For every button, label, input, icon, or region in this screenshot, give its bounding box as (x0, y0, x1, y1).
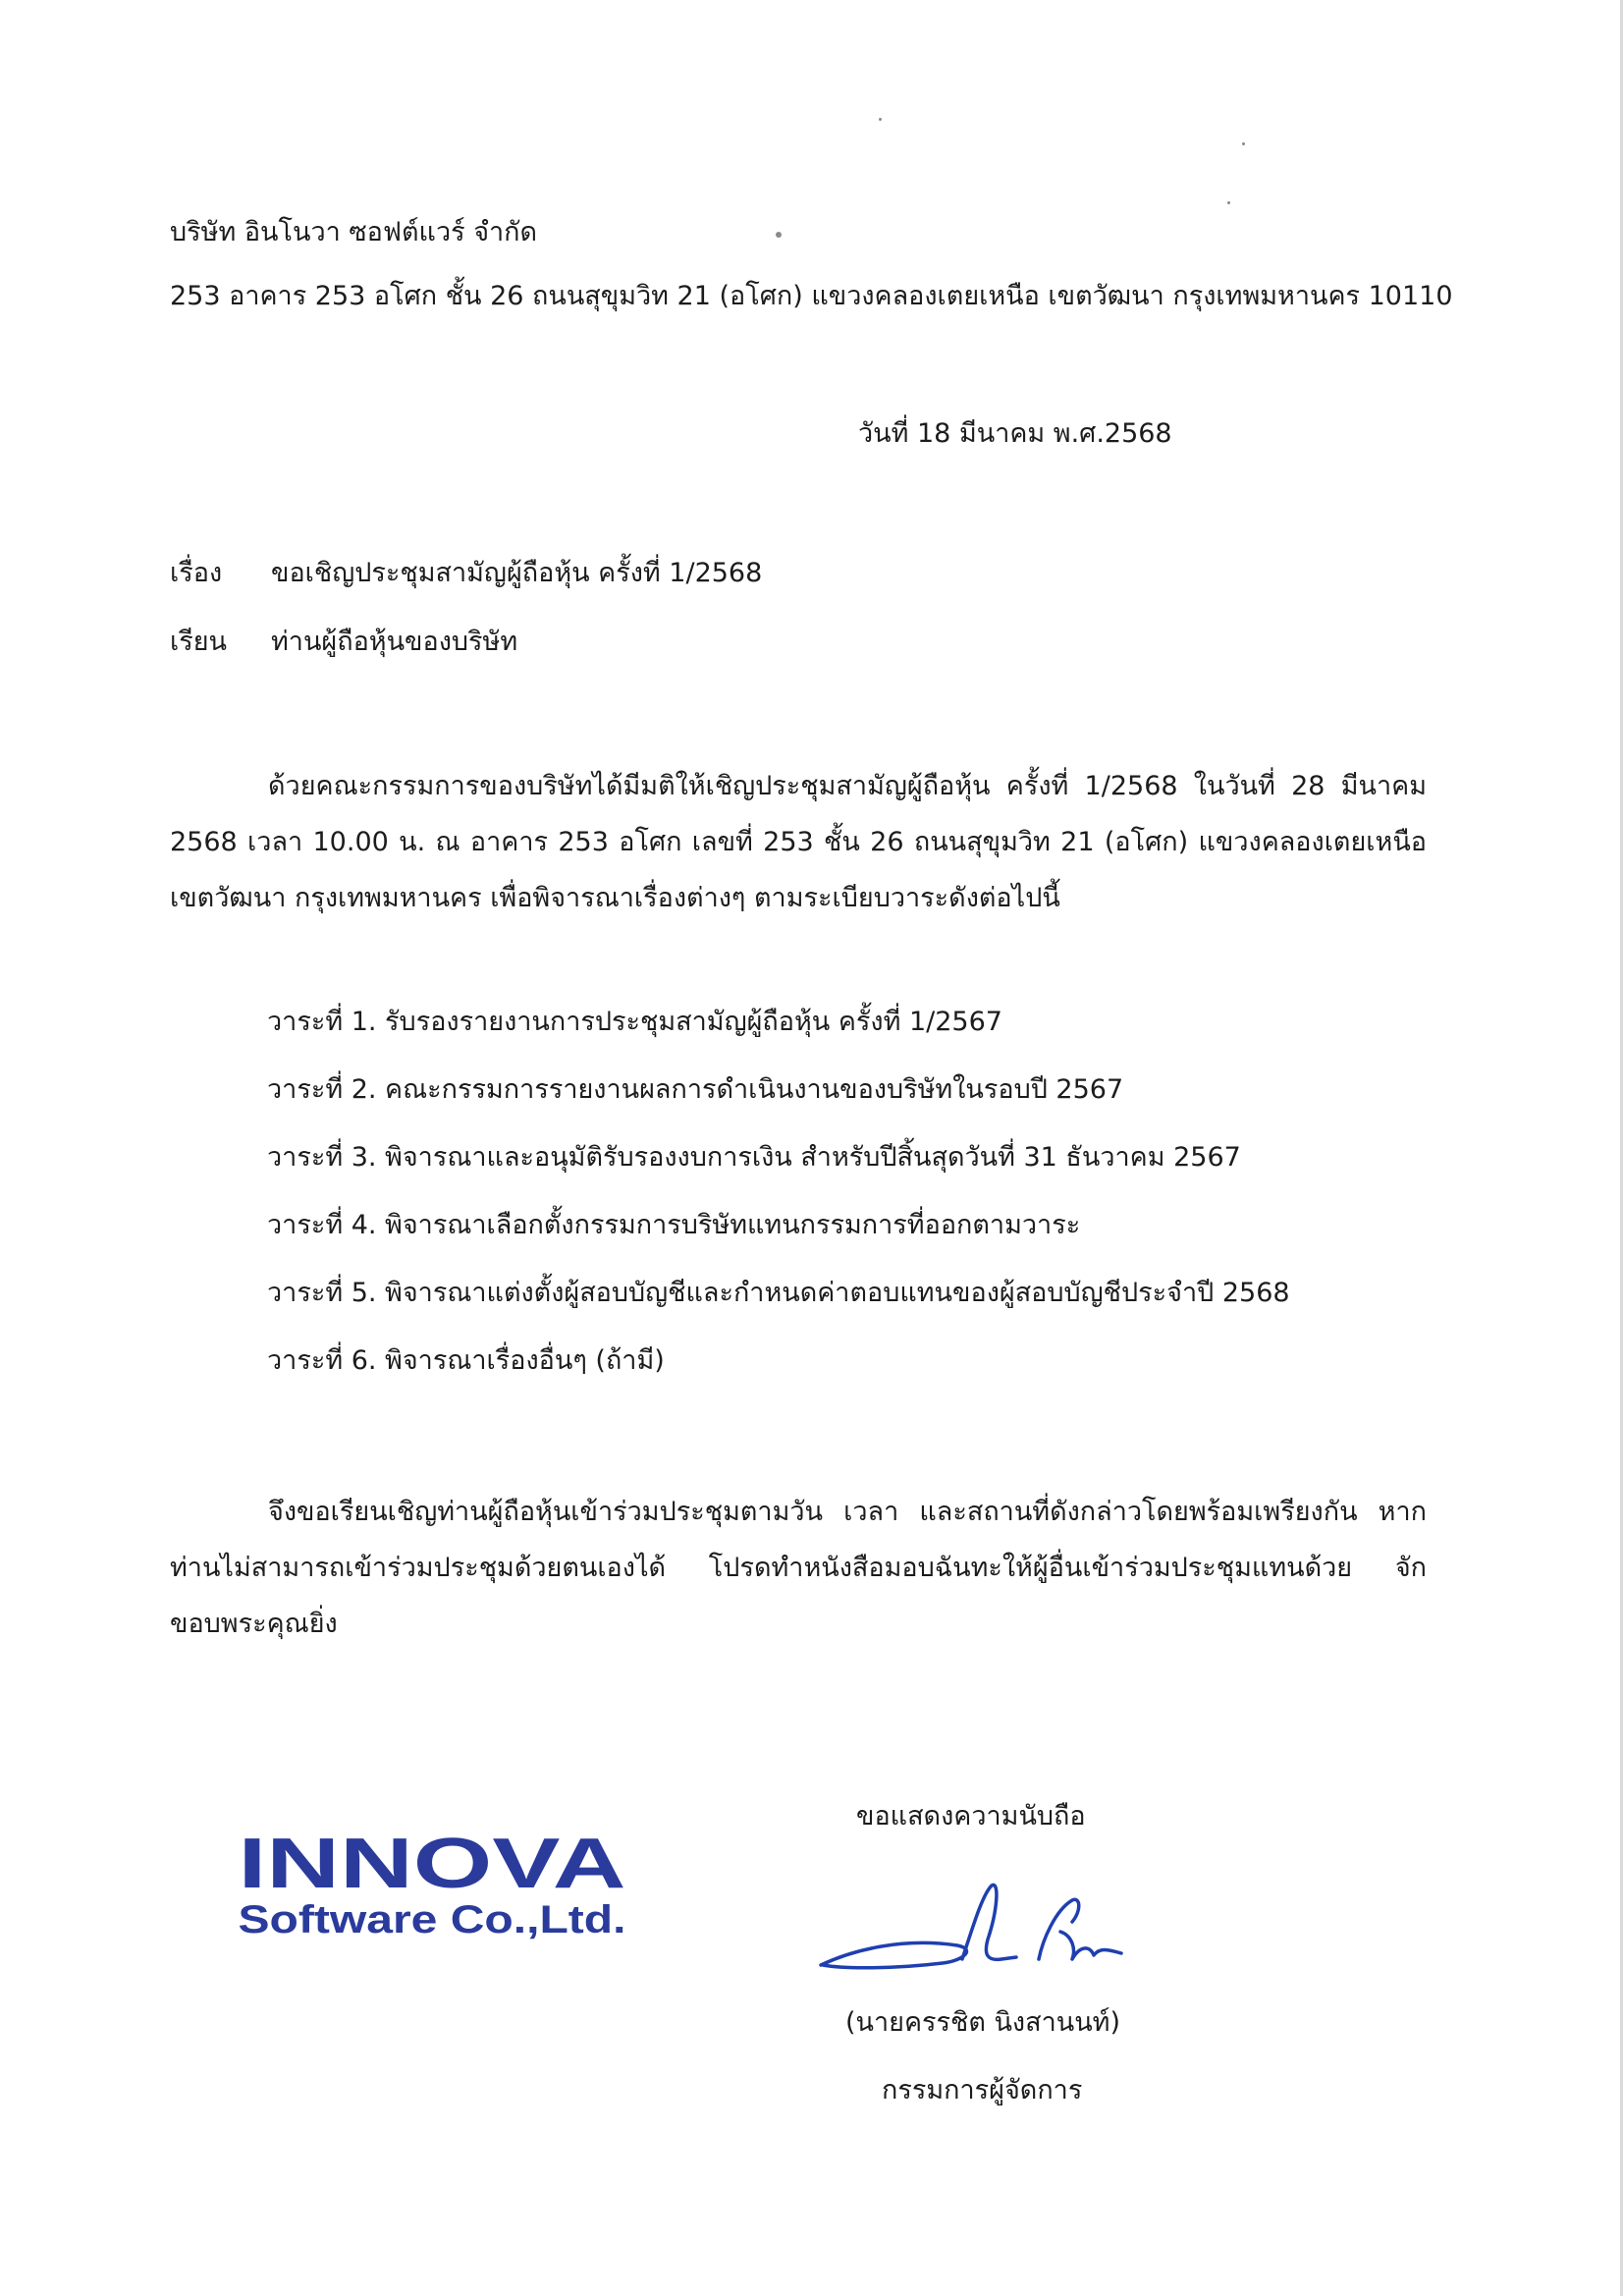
signer-title: กรรมการผู้จัดการ (882, 2075, 1083, 2105)
company-address: 253 อาคาร 253 อโศก ชั้น 26 ถนนสุขุมวิท 21 (อโศก) แขวงคลองเตยเหนือ เขตวัฒนา กรุงเทพมหานคร 10110 (170, 281, 1453, 311)
salutation-label: เรียน (170, 627, 228, 657)
salutation-text: ท่านผู้ถือหุ้นของบริษัท (271, 627, 518, 657)
agenda-item: วาระที่ 5. พิจารณาแต่งตั้งผู้สอบบัญชีและกำหนดค่าตอบแทนของผู้สอบบัญชีประจำปี 2568 (267, 1278, 1290, 1308)
agenda-item: วาระที่ 6. พิจารณาเรื่องอื่นๆ (ถ้ามี) (267, 1345, 665, 1376)
scan-speck (776, 232, 782, 238)
closing-regards: ขอแสดงความนับถือ (856, 1801, 1086, 1831)
intro-paragraph: ด้วยคณะกรรมการของบริษัทได้มีมติให้เชิญประชุมสามัญผู้ถือหุ้น ครั้งที่ 1/2568 ในวันที่ 28 มีนาคม 2568 เวลา 10.00 น. ณ อาคาร 253 อโศก เลขที่ 253 ชั้น 26 ถนนสุขุมวิท 21 (อโศก) แขวงคลองเตยเหนือ เขตวัฒนา กรุงเทพมหานคร เพื่อพิจารณาเรื่องต่างๆ ตามระเบียบวาระดังต่อไปนี้ (170, 771, 1427, 913)
subject-label: เรื่อง (170, 558, 223, 588)
agenda-item: วาระที่ 1. รับรองรายงานการประชุมสามัญผู้ถือหุ้น ครั้งที่ 1/2567 (267, 1007, 1002, 1037)
closing-paragraph: จึงขอเรียนเชิญท่านผู้ถือหุ้นเข้าร่วมประชุมตามวัน เวลา และสถานที่ดังกล่าวโดยพร้อมเพรียงกัน หากท่านไม่สามารถเข้าร่วมประชุมด้วยตนเองได้ โปรดทำหนังสือมอบฉันทะให้ผู้อื่นเข้าร่วมประชุมแทนด้วย จักขอบพระคุณยิ่ง (170, 1497, 1427, 1639)
subject-row (170, 557, 762, 590)
signature (815, 1871, 1129, 1979)
scan-speck (879, 118, 882, 121)
logo-subtitle: Software Co.,Ltd. (238, 1898, 626, 1941)
salutation-row (170, 626, 517, 659)
subject-text: ขอเชิญประชุมสามัญผู้ถือหุ้น ครั้งที่ 1/2568 (271, 558, 763, 588)
company-name: บริษัท อินโนวา ซอฟต์แวร์ จำกัด (170, 217, 538, 247)
company-logo (236, 1827, 628, 1944)
agenda-item: วาระที่ 3. พิจารณาและอนุมัติรับรองงบการเงิน สำหรับปีสิ้นสุดวันที่ 31 ธันวาคม 2567 (267, 1142, 1241, 1173)
scan-speck (1242, 142, 1245, 145)
agenda-list (267, 1006, 1290, 1412)
scan-speck (1227, 201, 1230, 204)
signer-name: (นายครรชิต นิงสานนท์) (845, 2007, 1121, 2038)
agenda-item: วาระที่ 4. พิจารณาเลือกตั้งกรรมการบริษัทแทนกรรมการที่ออกตามวาระ (267, 1210, 1081, 1240)
letter-date: วันที่ 18 มีนาคม พ.ศ.2568 (858, 418, 1172, 449)
agenda-item: วาระที่ 2. คณะกรรมการรายงานผลการดำเนินงานของบริษัทในรอบปี 2567 (267, 1074, 1124, 1105)
logo-wordmark: INNOVA (238, 1827, 626, 1903)
